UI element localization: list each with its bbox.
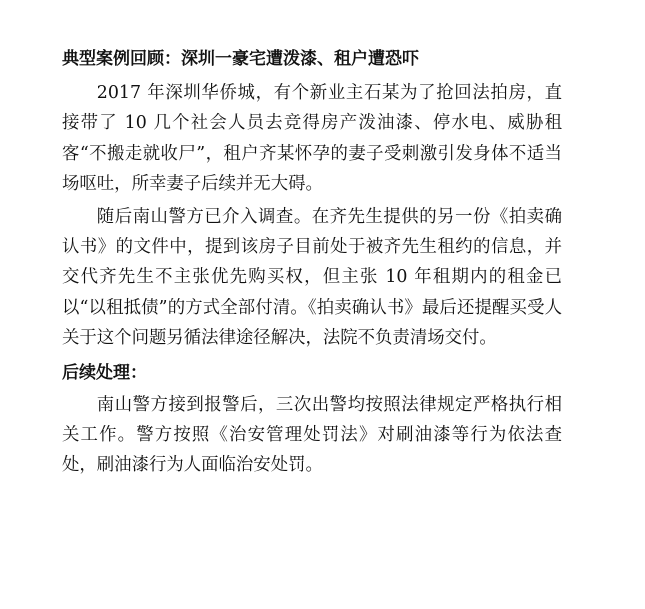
article-body bbox=[62, 44, 562, 481]
paragraph-case-description: 2017 年深圳华侨城，有个新业主石某为了抢回法拍房，直接带了 10 几个社会人员去竞得房产泼油漆、停水电、威胁租客“不搬走就收尸”，租户齐某怀孕的妻子受刺激引发身体不适当场呕吐，所幸妻子后续并无大碍。 bbox=[62, 83, 562, 195]
article-title: 典型案例回顾：深圳一豪宅遭泼漆、租户遭恐吓 bbox=[62, 49, 419, 69]
paragraph-police-investigation: 随后南山警方已介入调查。在齐先生提供的另一份《拍卖确认书》的文件中，提到该房子目前处于被齐先生租约的信息，并交代齐先生不主张优先购买权，但主张 10 年租期内的租金已以“以租抵债”的方式全部付清。《拍卖确认书》最后还提醒买受人关于这个问题另循法律途径解决，法院不负责清场交付。 bbox=[62, 206, 562, 349]
section-subheading: 后续处理： bbox=[62, 362, 147, 383]
paragraph-follow-up: 南山警方接到报警后，三次出警均按照法律规定严格执行相关工作。警方按照《治安管理处罚法》对刷油漆等行为依法查处，刷油漆行为人面临治安处罚。 bbox=[62, 394, 562, 476]
